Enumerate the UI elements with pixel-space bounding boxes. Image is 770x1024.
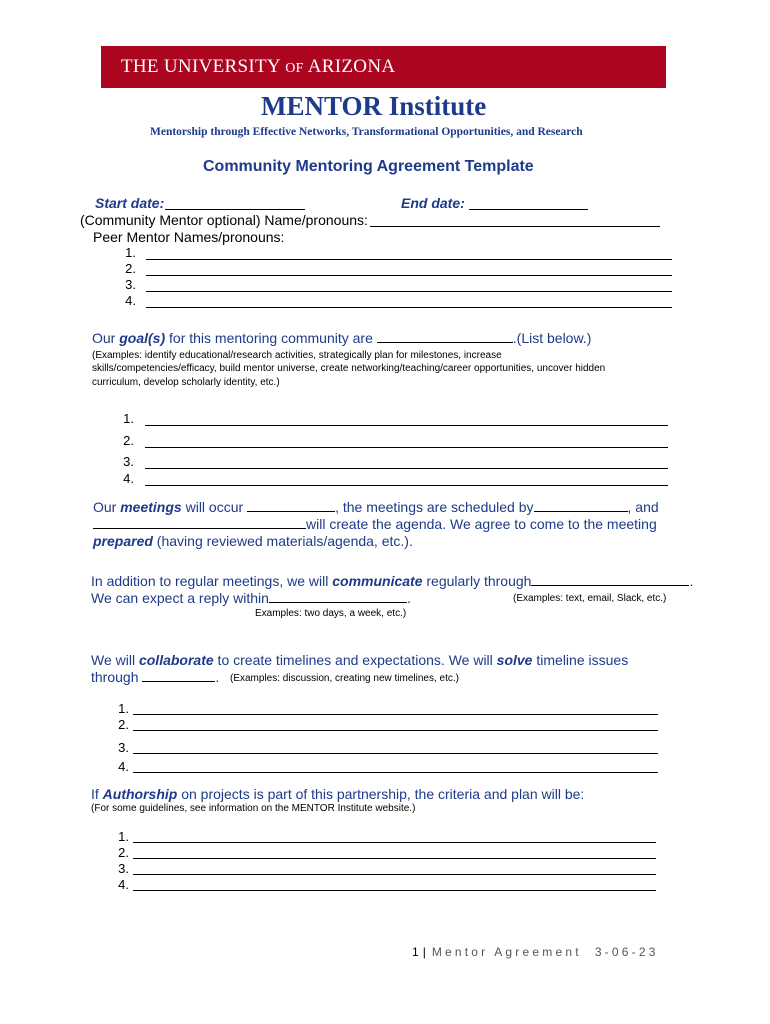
page-number: 1	[412, 945, 419, 959]
list-number: 1.	[118, 701, 129, 716]
authorship-field-3[interactable]	[133, 874, 656, 875]
list-number: 4.	[118, 759, 129, 774]
university-logo-text: THE UNIVERSITY OF ARIZONA	[121, 56, 396, 77]
authorship-guideline: (For some guidelines, see information on the MENTOR Institute website.)	[91, 803, 416, 814]
goals-examples-line-2: skills/competencies/efficacy, build mentor universe, create networking/teaching/career opportunities, uncover hidden	[92, 363, 606, 374]
end-date-label: End date:	[401, 195, 465, 211]
list-number: 1.	[123, 411, 134, 426]
list-number: 4.	[118, 877, 129, 892]
list-number: 4.	[123, 471, 134, 486]
list-number: 1.	[118, 829, 129, 844]
timeline-field-4[interactable]	[133, 772, 658, 773]
collaborate-examples: (Examples: discussion, creating new timelines, etc.)	[230, 673, 459, 684]
list-number: 1.	[125, 245, 136, 260]
list-number: 4.	[125, 293, 136, 308]
meetings-sentence-line-3: prepared (having reviewed materials/agenda, etc.).	[93, 533, 413, 549]
list-number: 2.	[123, 433, 134, 448]
goal-field-3[interactable]	[145, 468, 668, 469]
form-heading: Community Mentoring Agreement Template	[203, 158, 534, 175]
reply-time-field[interactable]	[269, 590, 407, 603]
meeting-frequency-field[interactable]	[247, 499, 335, 512]
communicate-sentence-line-1: In addition to regular meetings, we will communicate regularly through .	[91, 573, 694, 589]
timeline-field-1[interactable]	[133, 714, 658, 715]
page-title: MENTOR Institute	[261, 91, 487, 121]
authorship-field-1[interactable]	[133, 842, 656, 843]
collaborate-sentence-line-2: through .	[91, 669, 220, 685]
page-footer	[412, 945, 659, 959]
list-number: 3.	[118, 861, 129, 876]
footer-label: Mentor Agreement	[431, 945, 582, 959]
list-number: 3.	[123, 454, 134, 469]
reply-time-examples: Examples: two days, a week, etc.)	[255, 608, 407, 619]
university-banner	[101, 46, 666, 88]
list-number: 2.	[118, 845, 129, 860]
peer-mentor-field-3[interactable]	[146, 291, 672, 292]
timeline-field-3[interactable]	[133, 753, 658, 754]
end-date-field[interactable]	[469, 209, 588, 210]
peer-mentor-field-2[interactable]	[146, 275, 672, 276]
goals-examples-line-3: curriculum, develop scholarly identity, etc.)	[92, 377, 280, 388]
authorship-sentence: If Authorship on projects is part of this partnership, the criteria and plan will be:	[91, 786, 585, 802]
collaborate-sentence-line-1: We will collaborate to create timelines and expectations. We will solve timeline issues	[91, 652, 629, 668]
timeline-field-2[interactable]	[133, 730, 658, 731]
authorship-field-2[interactable]	[133, 858, 656, 859]
community-mentor-field[interactable]	[370, 226, 660, 227]
goals-sentence: Our goal(s) for this mentoring community are .(List below.)	[92, 330, 592, 346]
peer-mentor-field-1[interactable]	[146, 259, 672, 260]
peer-mentor-field-4[interactable]	[146, 307, 672, 308]
footer-separator: |	[422, 945, 426, 959]
list-number: 3.	[125, 277, 136, 292]
page-tagline: Mentorship through Effective Networks, Transformational Opportunities, and Research	[150, 126, 583, 138]
footer-date: 3-06-23	[594, 945, 659, 959]
goals-field[interactable]	[377, 330, 513, 343]
goals-examples-line-1: (Examples: identify educational/research activities, strategically plan for milestones, increase	[92, 350, 502, 361]
authorship-field-4[interactable]	[133, 890, 656, 891]
community-mentor-label: (Community Mentor optional) Name/pronouns:	[80, 212, 368, 228]
peer-mentor-label: Peer Mentor Names/pronouns:	[93, 229, 285, 245]
communicate-sentence-line-2: We can expect a reply within .	[91, 590, 411, 606]
agenda-owner-field[interactable]	[93, 516, 306, 529]
start-date-field[interactable]	[165, 209, 305, 210]
list-number: 3.	[118, 740, 129, 755]
start-date-label: Start date:	[95, 195, 165, 211]
goal-field-2[interactable]	[145, 447, 668, 448]
goal-field-4[interactable]	[145, 485, 668, 486]
list-number: 2.	[125, 261, 136, 276]
meetings-sentence-line-1: Our meetings will occur , the meetings are scheduled by , and	[93, 499, 659, 515]
goal-field-1[interactable]	[145, 425, 668, 426]
meeting-scheduler-field[interactable]	[534, 499, 628, 512]
timeline-method-field[interactable]	[142, 669, 215, 682]
communicate-examples: (Examples: text, email, Slack, etc.)	[513, 593, 667, 604]
list-number: 2.	[118, 717, 129, 732]
communication-channel-field[interactable]	[531, 573, 689, 586]
meetings-sentence-line-2: will create the agenda. We agree to come to the meeting	[93, 516, 657, 532]
